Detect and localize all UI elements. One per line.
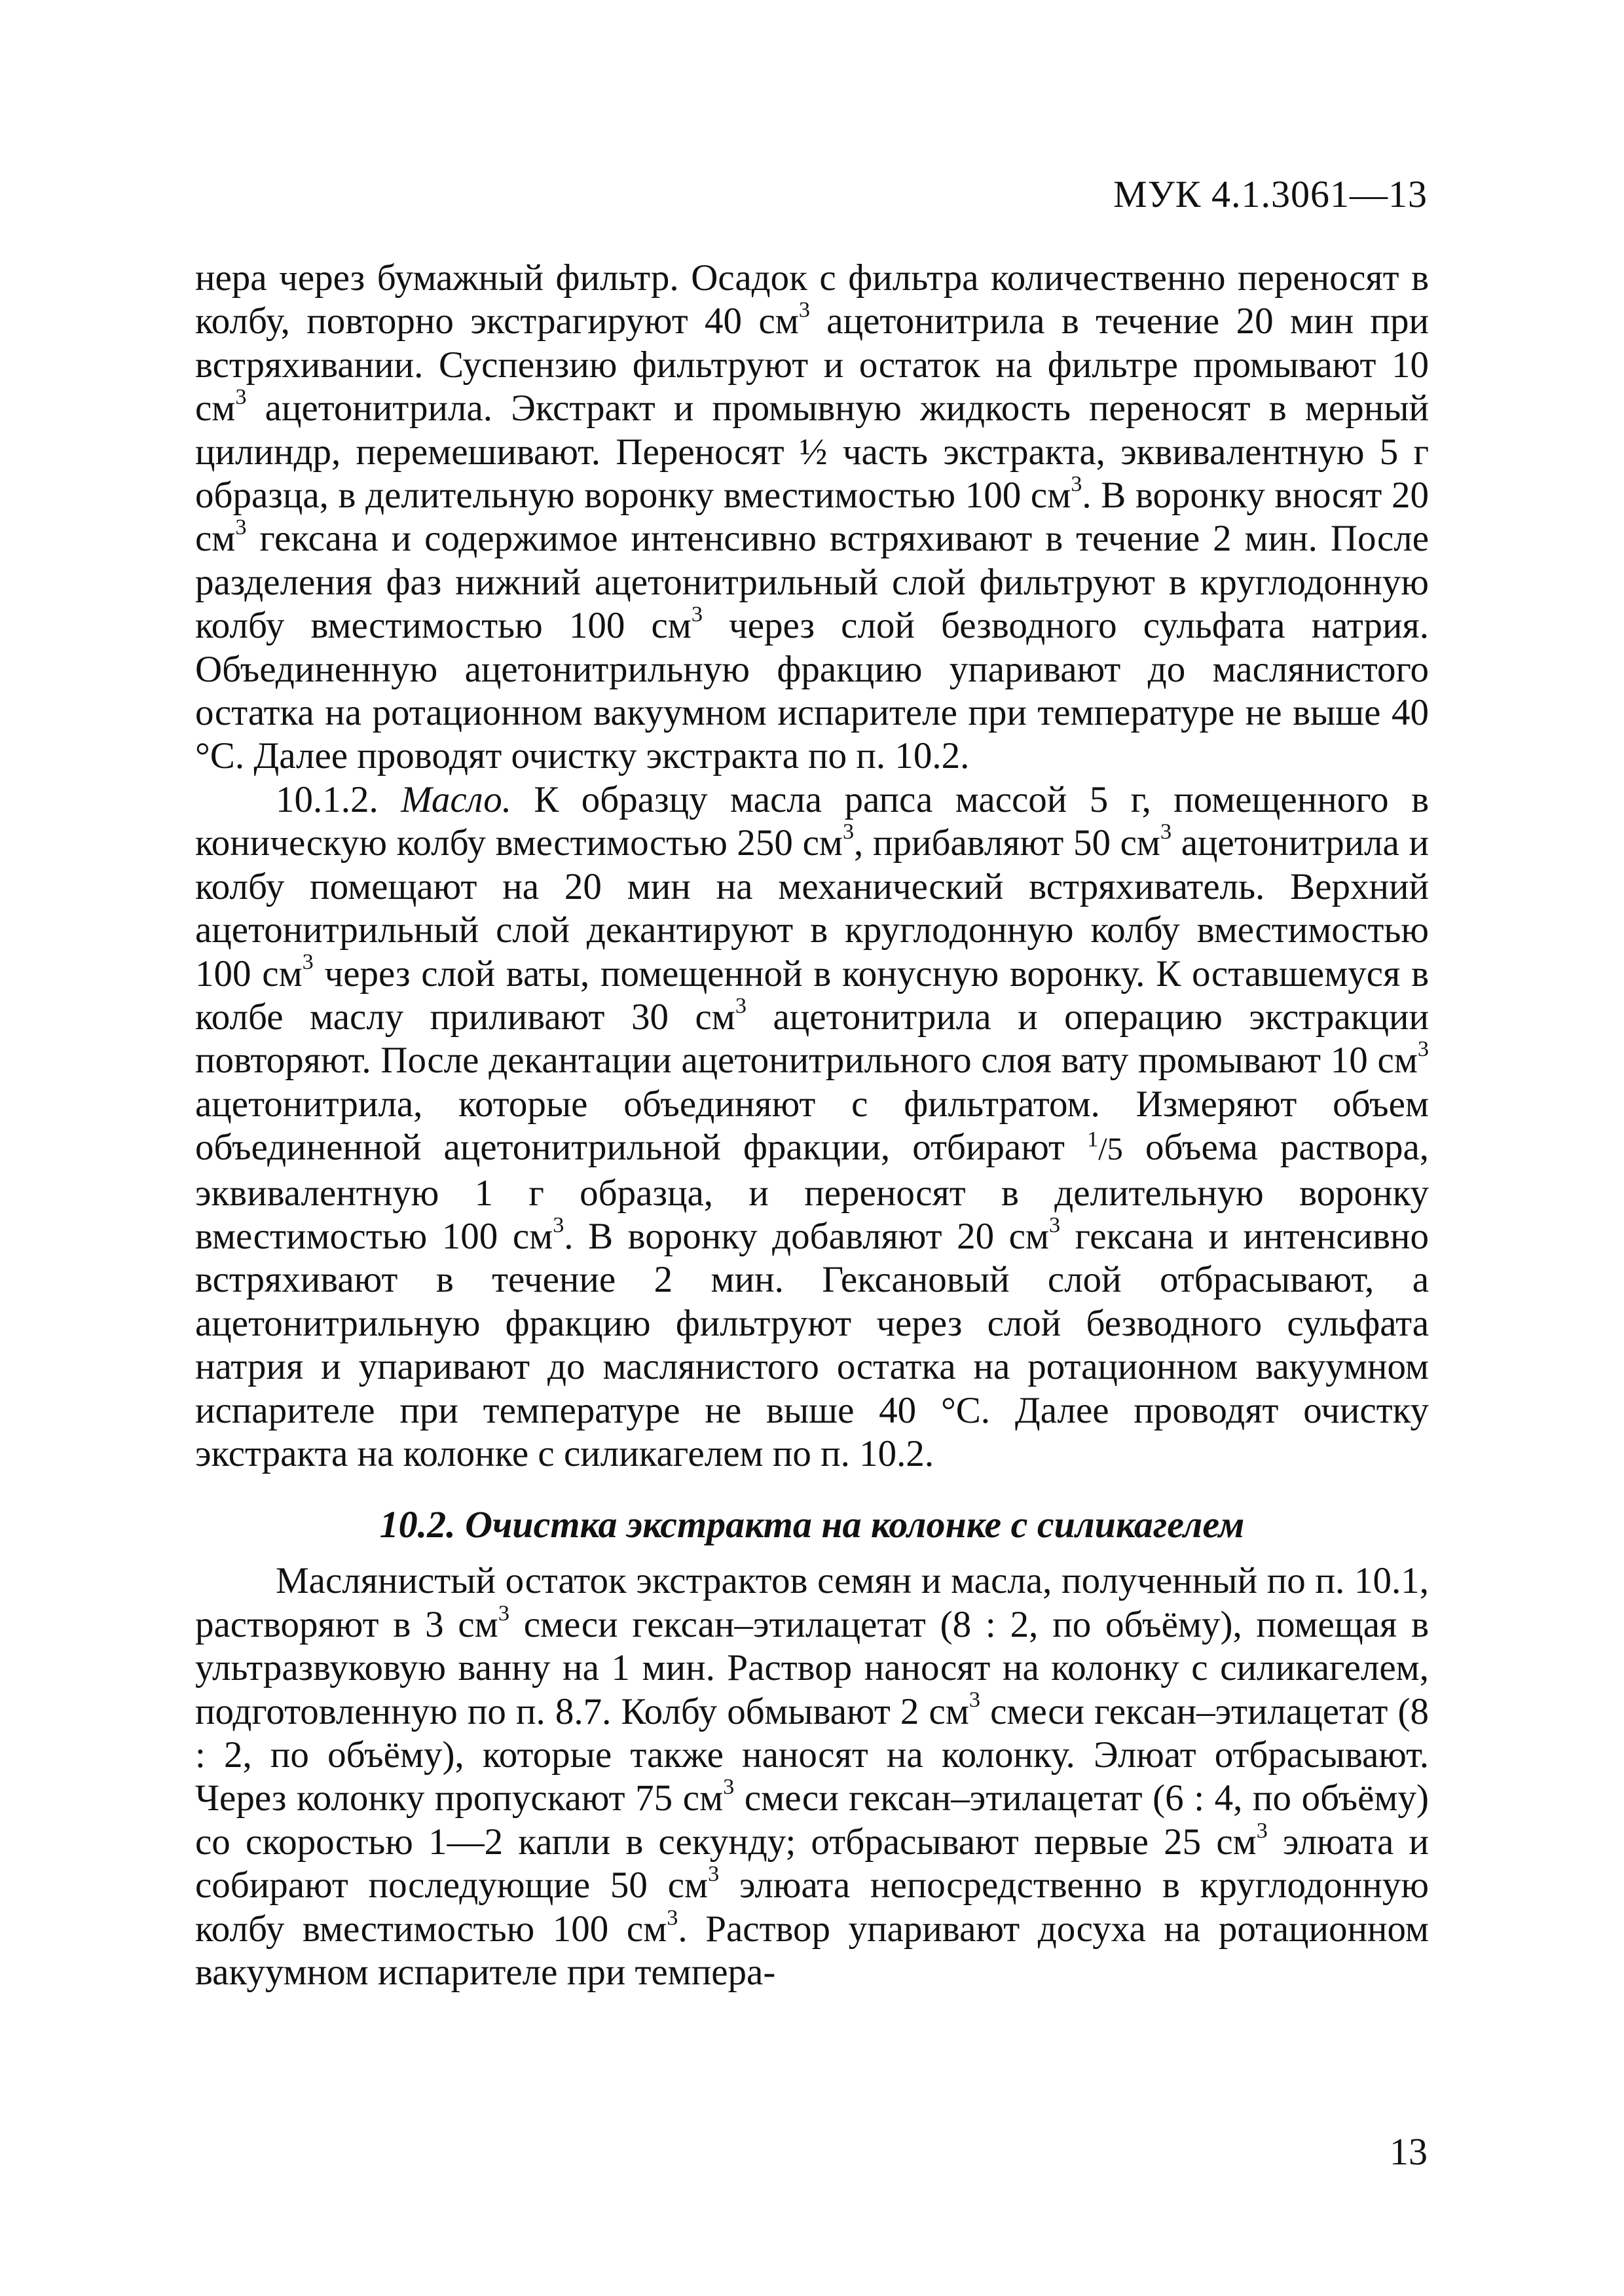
- paragraph-continuation: нера через бумажный фильтр. Осадок с фильтра количественно переносят в колбу, повторно экстрагируют 40 $см^3$ ацетонитрила в течение 20 мин при встряхивании. Суспензию фильтруют и остаток на фильтре промывают 10 $см^3$ ацетонитрила. Экстракт и промывную жидкость переносят в мерный цилиндр, перемешивают. Переносят ½ часть экстракта, эквивалентную 5 г образца, в делительную воронку вместимостью 100 $см^3$. В воронку вносят 20 $см^3$ гексана и содержимое интенсивно встряхивают в течение 2 мин. После разделения фаз нижний ацетонитрильный слой фильтруют в круглодонную колбу вместимостью 100 $см^3$ через слой безводного сульфата натрия. Объединенную ацетонитрильную фракцию упаривают до маслянистого остатка на ротационном вакуумном испарителе при температуре не выше 40 °С. Далее проводят очистку экстракта по п. 10.2.: [195, 257, 1429, 777]
- section-heading: 10.2. Очистка экстракта на колонке с силикагелем: [379, 1503, 1245, 1546]
- page-number: 13: [1390, 2130, 1428, 2173]
- paragraph-silica-cleanup: Маслянистый остаток экстрактов семян и масла, полученный по п. 10.1, растворяют в 3 $см^3$ смеси гексан–этилацетат (8 : 2, по объёму), помещая в ультразвуковую ванну на 1 мин. Раствор наносят на колонку с силикагелем, подготовленную по п. 8.7. Колбу обмывают 2 $см^3$ смеси гексан–этилацетат (8 : 2, по объёму), которые также наносят на колонку. Элюат отбрасывают. Через колонку пропускают 75 $см^3$ смеси гексан–этилацетат (6 : 4, по объёму) со скоростью 1—2 капли в секунду; отбрасывают первые 25 $см^3$ элюата и собирают последующие 50 $см^3$ элюата непосредственно в круглодонную колбу вместимостью 100 $см^3$. Раствор упаривают досуха на ротационном вакуумном испарителе при темпера-: [195, 1560, 1429, 1994]
- fraction-numerator: 1: [1087, 1127, 1099, 1152]
- subsection-number: 10.1.2.: [276, 778, 401, 820]
- fraction-denominator: /5: [1098, 1132, 1123, 1167]
- document-code-header: МУК 4.1.3061—13: [1113, 173, 1428, 215]
- subsection-title: Масло.: [401, 778, 511, 820]
- body-text: [195, 257, 1429, 1994]
- paragraph-oil: 10.1.2. Масло. К образцу масла рапса массой 5 г, помещенного в коническую колбу вместимостью 250 $см^3$, прибавляют 50 $см^3$ ацетонитрила и колбу помещают на 20 мин на механический встряхиватель. Верхний ацетонитрильный слой декантируют в круглодонную колбу вместимостью 100 $см^3$ через слой ваты, помещенной в конусную воронку. К оставшемуся в колбе маслу приливают 30 $см^3$ ацетонитрила и операцию экстракции повторяют. После декантации ацетонитрильного слоя вату промывают 10 $см^3$ ацетонитрила, которые объединяют с фильтратом. Измеряют объем объединенной ацетонитрильной фракции, отбирают $^1$/5 объема раствора, эквивалентную 1 г образца, и переносят в делительную воронку вместимостью 100 $см^3$. В воронку добавляют 20 $см^3$ гексана и интенсивно встряхивают в течение 2 мин. Гексановый слой отбрасывают, а ацетонитрильную фракцию фильтруют через слой безводного сульфата натрия и упаривают до маслянистого остатка на ротационном вакуумном испарителе при температуре не выше 40 °С. Далее проводят очистку экстракта на колонке с силикагелем по п. 10.2.: [195, 778, 1430, 1474]
